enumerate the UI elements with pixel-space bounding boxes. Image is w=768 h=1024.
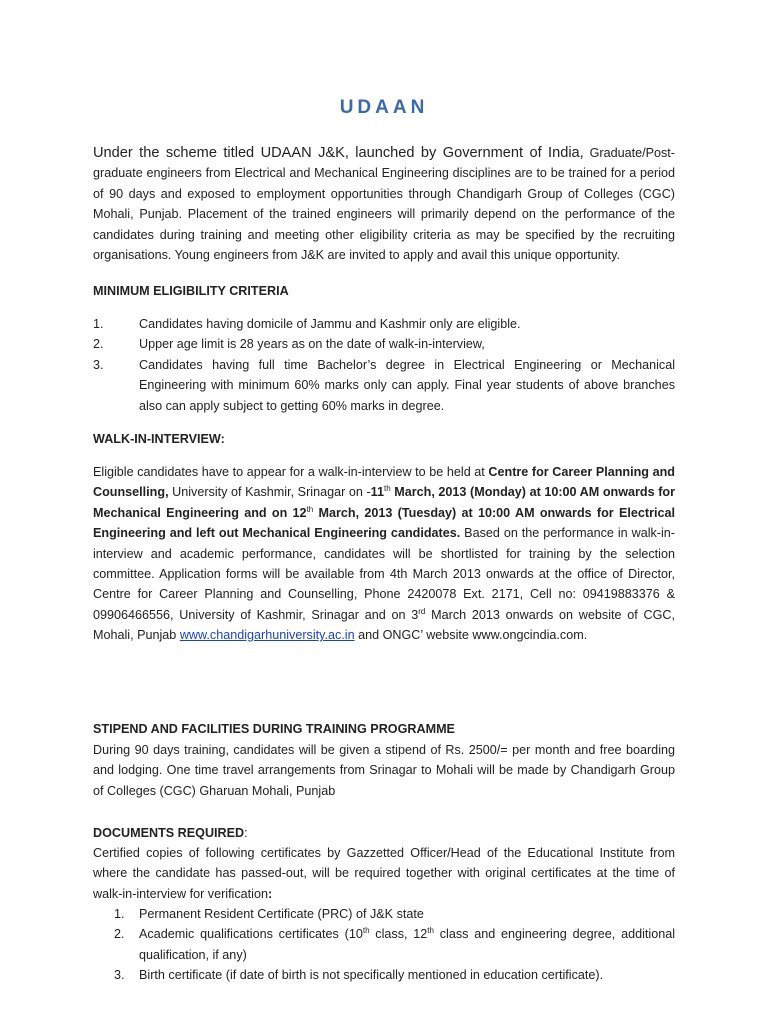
- documents-heading-text: DOCUMENTS REQUIRED: [93, 826, 245, 840]
- list-number: 1.: [93, 317, 104, 331]
- walkin-heading: WALK-IN-INTERVIEW:: [93, 432, 225, 446]
- list-number: 3.: [93, 357, 104, 372]
- list-number: 1.: [114, 907, 125, 921]
- list-number: 3.: [114, 968, 125, 983]
- walkin-text: March 2013 onwards on website of CGC, Mohali, Punjab: [93, 607, 675, 643]
- walkin-paragraph: [93, 462, 675, 646]
- walkin-text: Based on the performance in walk-in-interview and academic performance, candidates will be shortlisted for training by the selection committee. Application forms will be available from 4th March 2013 onwards at the office of Director, Centre for Career Planning and Counselling, Phone 2420078 Ext. 2171, Cell no: 09419883376 & 09906466556, University of Kashmir, Srinagar and on 3: [93, 526, 675, 622]
- date-suffix: rd: [418, 606, 426, 616]
- intro-lead: Under the scheme titled UDAAN J&K, launched by Government of India,: [93, 145, 584, 161]
- list-item-text: class and engineering degree, additional qualification, if any): [139, 927, 676, 962]
- list-item-text: Academic qualifications certificates (10: [139, 927, 363, 942]
- website-link[interactable]: www.chandigarhuniversity.ac.in: [179, 628, 355, 643]
- interview-schedule: March, 2013 (Monday) at 10:00 AM onwards for Mechanical Engineering and on 12: [93, 485, 675, 520]
- documents-heading: [93, 823, 675, 843]
- intro-text: Graduate/Post-graduate engineers from Electrical and Mechanical Engineering disciplines are to be trained for a period of 90 days and exposed to employment opportunities through Chandigarh Group of Colleges (CGC) Mohali, Punjab. Placement of the trained engineers will primarily depend on the performance of the candidates during training and meeting other eligibility criteria as may be specified by the recruiting organisations. Young engineers from J&K are invited to apply and avail this unique opportunity.: [93, 146, 675, 263]
- stipend-paragraph: During 90 days training, candidates will be given a stipend of Rs. 2500/= per month and free boarding and lodging. One time travel arrangements from Srinagar to Mohali will be made by Chandigarh Group of Colleges (CGC) Gharuan Mohali, Punjab: [93, 743, 675, 798]
- documents-text: Certified copies of following certificates by Gazzetted Officer/Head of the Educational Institute from where the candidate has passed-out, will be required together with original certificates at the time of walk-in-interview for verification: [93, 846, 675, 901]
- list-number: 2.: [114, 927, 125, 942]
- ordinal-suffix: th: [427, 926, 434, 936]
- eligibility-heading: MINIMUM ELIGIBILITY CRITERIA: [93, 284, 289, 298]
- list-number: 2.: [93, 337, 104, 352]
- list-item-text: class, 12: [369, 927, 428, 942]
- walkin-text: and ONGC’ website www.ongcindia.com.: [354, 628, 588, 643]
- list-item: [93, 355, 675, 416]
- list-item: [93, 334, 675, 354]
- interview-schedule: March, 2013 (Tuesday) at 10:00 AM onwards for Electrical Engineering and left out Mechanical Engineering candidates.: [93, 505, 675, 541]
- date-suffix: th: [306, 504, 314, 514]
- walkin-text: Eligible candidates have to appear for a walk-in-interview to be held at: [93, 465, 489, 479]
- text-colon: :: [267, 886, 273, 901]
- list-item: [93, 904, 675, 924]
- list-item-text: Candidates having domicile of Jammu and Kashmir only are eligible.: [139, 317, 521, 331]
- interview-date: 11: [370, 485, 384, 500]
- heading-colon: :: [244, 826, 248, 840]
- documents-list: [93, 904, 675, 986]
- list-item-text: Candidates having full time Bachelor’s degree in Electrical Engineering or Mechanical Engineering with minimum 60% marks only can apply. Final year students of above branches also can apply subject to getting 60% marks in degree.: [139, 357, 675, 413]
- ordinal-suffix: th: [362, 926, 370, 936]
- intro-paragraph: [93, 143, 675, 265]
- documents-paragraph: [93, 843, 675, 904]
- list-item-text: Upper age limit is 28 years as on the date of walk-in-interview,: [139, 337, 485, 352]
- document-title: UDAAN: [339, 97, 429, 118]
- date-suffix: th: [383, 484, 391, 494]
- venue-name: Centre for Career Planning and Counselling,: [93, 465, 675, 500]
- list-item-text: Birth certificate (if date of birth is not specifically mentioned in education certificate).: [139, 968, 604, 983]
- list-item: [93, 924, 675, 965]
- walkin-text: University of Kashmir, Srinagar on -: [168, 485, 371, 500]
- list-item-text: Permanent Resident Certificate (PRC) of J&K state: [139, 907, 424, 921]
- eligibility-list: [93, 314, 675, 416]
- list-item: [93, 314, 675, 334]
- stipend-heading: STIPEND AND FACILITIES DURING TRAINING PROGRAMME: [93, 722, 455, 736]
- list-item: [93, 965, 675, 985]
